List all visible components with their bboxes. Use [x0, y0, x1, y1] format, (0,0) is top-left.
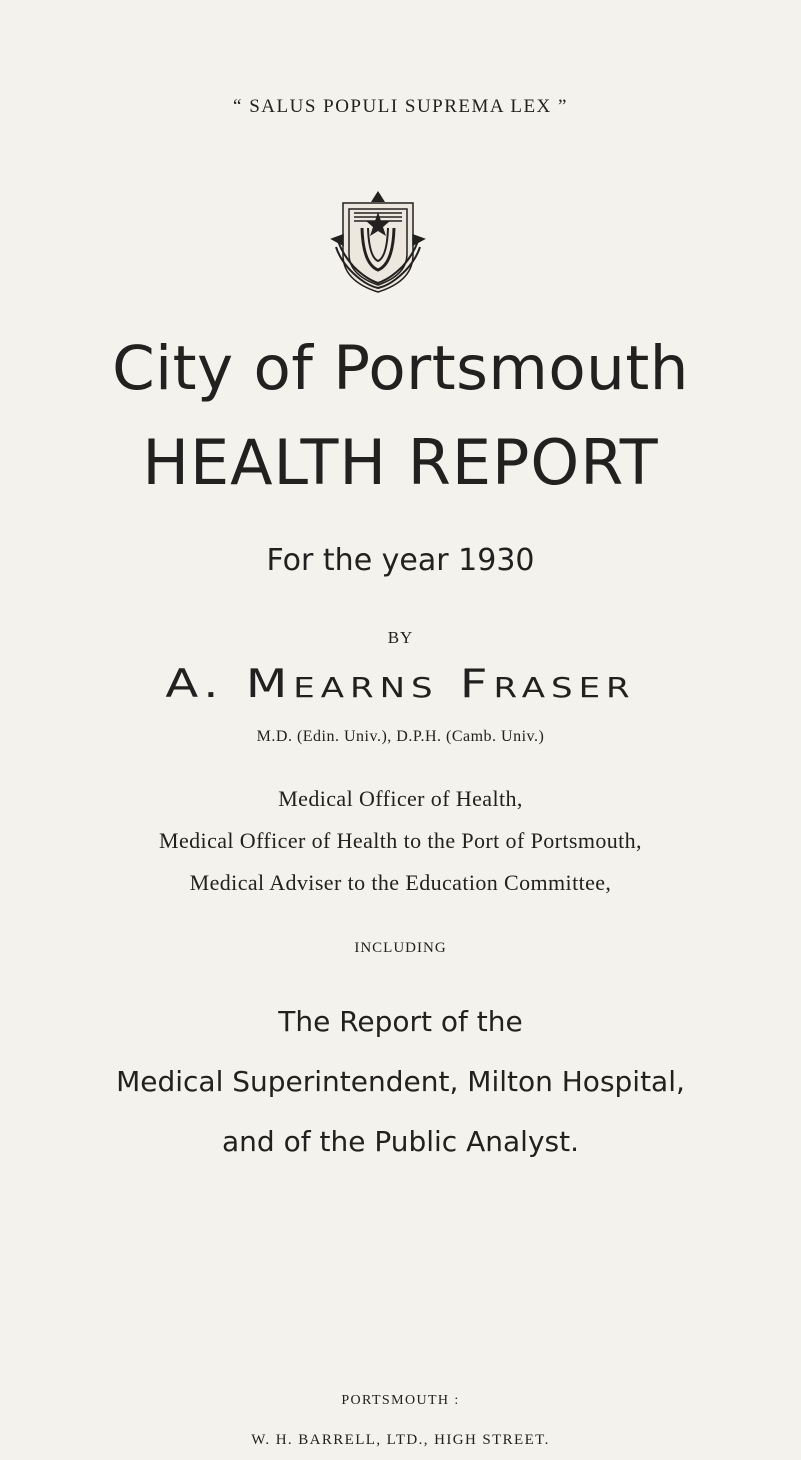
document-title-city: City of Portsmouth — [112, 333, 689, 404]
included-report-line: Medical Superintendent, Milton Hospital, — [116, 1065, 685, 1098]
report-year: For the year 1930 — [266, 543, 535, 578]
document-title: HEALTH REPORT — [142, 426, 659, 499]
portsmouth-crest-icon — [318, 185, 438, 305]
author-degrees: M.D. (Edin. Univ.), D.P.H. (Camb. Univ.) — [256, 728, 545, 745]
author-role: Medical Adviser to the Education Committee, — [189, 870, 612, 895]
by-label: BY — [387, 628, 414, 647]
motto: “ SALUS POPULI SUPREMA LEX ” — [233, 96, 568, 117]
author-role: Medical Officer of Health, — [278, 786, 523, 811]
printer-name: W. H. BARRELL, LTD., HIGH STREET. — [251, 1432, 550, 1448]
author-role: Medical Officer of Health to the Port of Portsmouth, — [159, 828, 642, 853]
publication-place: PORTSMOUTH : — [341, 1393, 460, 1408]
author-name: A. Mearns Fraser — [165, 660, 636, 707]
included-report-line: The Report of the — [278, 1005, 523, 1038]
included-report-line: and of the Public Analyst. — [222, 1125, 579, 1158]
including-label: INCLUDING — [354, 940, 447, 956]
